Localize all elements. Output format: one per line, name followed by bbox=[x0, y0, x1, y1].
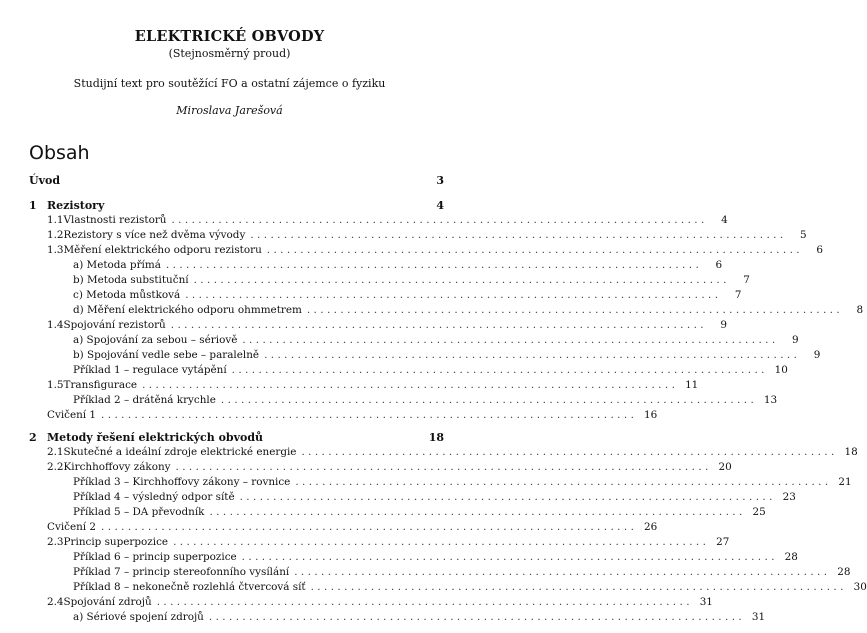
toc-entry-page: 30 bbox=[853, 581, 867, 593]
toc-entry[interactable] bbox=[73, 288, 742, 303]
toc-entry-label: Příklad 3 – Kirchhoffovy zákony – rovnice bbox=[73, 476, 291, 488]
toc-entry-number: 1.4 bbox=[47, 319, 64, 331]
document-description: Studijní text pro soutěžící FO a ostatní zájemce o fyziku bbox=[73, 77, 386, 90]
toc-entry-label: a) Metoda přímá bbox=[73, 259, 161, 271]
toc-entry[interactable] bbox=[47, 535, 730, 550]
toc-entry-label: Cvičení 2 bbox=[47, 521, 97, 533]
toc-leader-dots: ................................................................................ bbox=[142, 379, 679, 391]
toc-leader-dots: ................................................................................ bbox=[242, 334, 779, 346]
toc-entry[interactable] bbox=[47, 213, 728, 228]
toc-leader-dots: ................................................................................ bbox=[295, 476, 832, 488]
toc-leader-dots: ................................................................................ bbox=[101, 409, 638, 421]
toc-entry-label: b) Metoda substituční bbox=[73, 274, 189, 286]
toc-entry[interactable] bbox=[73, 303, 864, 318]
toc-entry-label: Příklad 4 – výsledný odpor sítě bbox=[73, 491, 235, 503]
toc-leader-dots: ................................................................................ bbox=[266, 244, 803, 256]
toc-entry[interactable] bbox=[47, 243, 823, 258]
toc-entry[interactable] bbox=[73, 363, 788, 378]
toc-entry-page: 23 bbox=[782, 491, 796, 503]
toc-leader-dots: ................................................................................ bbox=[310, 581, 847, 593]
toc-entry-number: 2.3 bbox=[47, 536, 64, 548]
toc-leader-dots: ................................................................................ bbox=[209, 506, 746, 518]
toc-entry[interactable] bbox=[73, 333, 799, 348]
toc-entry-page: 28 bbox=[784, 551, 798, 563]
toc-entry-page: 27 bbox=[716, 536, 730, 548]
toc-entry-page: 9 bbox=[791, 334, 799, 346]
toc-entry-page: 13 bbox=[763, 394, 778, 406]
toc-entry[interactable] bbox=[47, 445, 858, 460]
toc-entry[interactable] bbox=[29, 198, 444, 213]
toc-entry-label: Příklad 8 – nekonečně rozlehlá čtvercová síť bbox=[73, 581, 306, 593]
toc-leader-dots: ................................................................................ bbox=[165, 259, 703, 271]
toc-entry-label: Příklad 1 – regulace vytápění bbox=[73, 364, 227, 376]
toc-entry-label: Měření elektrického odporu rezistoru bbox=[63, 244, 262, 256]
toc-entry-label: Kirchhoffovy zákony bbox=[63, 461, 171, 473]
toc-entry-label: Rezistory s více než dvěma vývody bbox=[63, 229, 246, 241]
toc-entry-label: Spojování rezistorů bbox=[63, 319, 166, 331]
toc-entry-page: 20 bbox=[718, 461, 732, 473]
toc-entry-number: 1.5 bbox=[47, 379, 64, 391]
toc-entry[interactable] bbox=[73, 580, 867, 595]
toc-entry[interactable] bbox=[73, 550, 798, 565]
toc-leader-dots: ................................................................................ bbox=[193, 274, 730, 286]
toc-entry-page: 5 bbox=[799, 229, 807, 241]
toc-entry-page: 28 bbox=[837, 566, 851, 578]
toc-entry-label: Úvod bbox=[29, 174, 61, 187]
toc-entry[interactable] bbox=[73, 475, 852, 490]
toc-entry[interactable] bbox=[47, 318, 727, 333]
toc-entry-page: 6 bbox=[816, 244, 823, 256]
toc-leader-dots: ................................................................................ bbox=[241, 551, 778, 563]
toc-entry-number: 2.1 bbox=[47, 446, 64, 458]
toc-entry-page: 6 bbox=[715, 259, 723, 271]
toc-entry-page: 25 bbox=[752, 506, 766, 518]
toc-entry-number: 2.4 bbox=[47, 596, 64, 608]
toc-entry[interactable] bbox=[73, 610, 766, 625]
toc-entry-page: 18 bbox=[428, 431, 444, 444]
toc-leader-dots: ................................................................................ bbox=[220, 394, 758, 406]
toc-entry-page: 31 bbox=[699, 596, 713, 608]
toc-entry-page: 3 bbox=[436, 174, 444, 187]
toc-heading: Obsah bbox=[29, 142, 90, 164]
toc-entry-label: a) Sériové spojení zdrojů bbox=[73, 611, 204, 623]
toc-entry[interactable] bbox=[29, 430, 444, 445]
toc-leader-dots: ................................................................................ bbox=[171, 214, 708, 226]
toc-entry-label: d) Měření elektrického odporu ohmmetrem bbox=[73, 304, 302, 316]
toc-entry-page: 7 bbox=[743, 274, 750, 286]
toc-entry-label: Metody řešení elektrických obvodů bbox=[47, 431, 264, 444]
toc-entry-label: Příklad 7 – princip stereofonního vysílání bbox=[73, 566, 290, 578]
toc-entry-label: c) Metoda můstková bbox=[73, 289, 181, 301]
toc-entry-page: 4 bbox=[436, 199, 444, 212]
toc-entry[interactable] bbox=[73, 393, 778, 408]
toc-entry-page: 9 bbox=[813, 349, 821, 361]
toc-leader-dots: ................................................................................ bbox=[185, 289, 722, 301]
toc-leader-dots: ................................................................................ bbox=[156, 596, 693, 608]
toc-leader-dots: ................................................................................ bbox=[250, 229, 787, 241]
toc-entry-label: Princip superpozice bbox=[63, 536, 169, 548]
toc-entry[interactable] bbox=[73, 565, 851, 580]
toc-entry-label: Příklad 6 – princip superpozice bbox=[73, 551, 237, 563]
toc-entry[interactable] bbox=[47, 595, 713, 610]
toc-entry-number: 1.2 bbox=[47, 229, 64, 241]
toc-entry[interactable] bbox=[47, 228, 807, 243]
toc-entry-page: 11 bbox=[685, 379, 699, 391]
toc-entry[interactable] bbox=[47, 520, 658, 535]
toc-entry[interactable] bbox=[47, 460, 732, 475]
toc-leader-dots: ................................................................................ bbox=[231, 364, 768, 376]
toc-leader-dots: ................................................................................ bbox=[306, 304, 844, 316]
document-title: ELEKTRICKÉ OBVODY bbox=[134, 28, 325, 45]
toc-entry-page: 21 bbox=[838, 476, 852, 488]
toc-leader-dots: ................................................................................ bbox=[294, 566, 831, 578]
toc-entry-page: 7 bbox=[734, 289, 742, 301]
toc-entry[interactable] bbox=[73, 490, 796, 505]
toc-entry[interactable] bbox=[73, 348, 821, 363]
toc-entry-number: 2.2 bbox=[47, 461, 64, 473]
toc-entry-label: Vlastnosti rezistorů bbox=[63, 214, 167, 226]
toc-entry-page: 16 bbox=[644, 409, 658, 421]
toc-entry-label: Cvičení 1 bbox=[47, 409, 97, 421]
toc-leader-dots: ................................................................................ bbox=[170, 319, 707, 331]
toc-entry-page: 8 bbox=[856, 304, 864, 316]
toc-entry[interactable] bbox=[47, 378, 699, 393]
toc-entry-label: Příklad 5 – DA převodník bbox=[73, 506, 205, 518]
toc-entry-label: b) Spojování vedle sebe – paralelně bbox=[73, 349, 260, 361]
toc-entry-label: Spojování zdrojů bbox=[63, 596, 152, 608]
toc-entry-page: 18 bbox=[844, 446, 858, 458]
toc-entry[interactable] bbox=[47, 408, 658, 423]
toc-leader-dots: ................................................................................ bbox=[208, 611, 746, 623]
toc-entry-label: Příklad 2 – drátěná krychle bbox=[73, 394, 216, 406]
toc-entry-label: a) Spojování za sebou – sériově bbox=[73, 334, 238, 346]
toc-leader-dots: ................................................................................ bbox=[101, 521, 638, 533]
document-subtitle: (Stejnosměrný proud) bbox=[168, 47, 291, 60]
toc-entry-label: Transfigurace bbox=[63, 379, 138, 391]
toc-entry-label: Skutečné a ideální zdroje elektrické energie bbox=[63, 446, 297, 458]
toc-entry-page: 9 bbox=[720, 319, 727, 331]
toc-entry-page: 4 bbox=[721, 214, 728, 226]
toc-entry[interactable] bbox=[73, 505, 766, 520]
toc-entry-number: 1 bbox=[29, 199, 37, 212]
toc-entry-number: 1.1 bbox=[47, 214, 64, 226]
toc-entry-page: 31 bbox=[751, 611, 766, 623]
toc-entry[interactable] bbox=[29, 173, 444, 188]
document-author: Miroslava Jarešová bbox=[176, 104, 283, 117]
toc-leader-dots: ................................................................................ bbox=[264, 349, 801, 361]
toc-entry-page: 26 bbox=[644, 521, 658, 533]
toc-entry[interactable] bbox=[73, 273, 750, 288]
toc-leader-dots: ................................................................................ bbox=[175, 461, 712, 473]
toc-entry-label: Rezistory bbox=[47, 199, 105, 212]
toc-entry-number: 2 bbox=[29, 431, 37, 444]
toc-entry-page: 10 bbox=[774, 364, 788, 376]
toc-entry[interactable] bbox=[73, 258, 723, 273]
toc-entry-number: 1.3 bbox=[47, 244, 64, 256]
toc-leader-dots: ................................................................................ bbox=[301, 446, 838, 458]
toc-leader-dots: ................................................................................ bbox=[173, 536, 710, 548]
toc-leader-dots: ................................................................................ bbox=[239, 491, 776, 503]
